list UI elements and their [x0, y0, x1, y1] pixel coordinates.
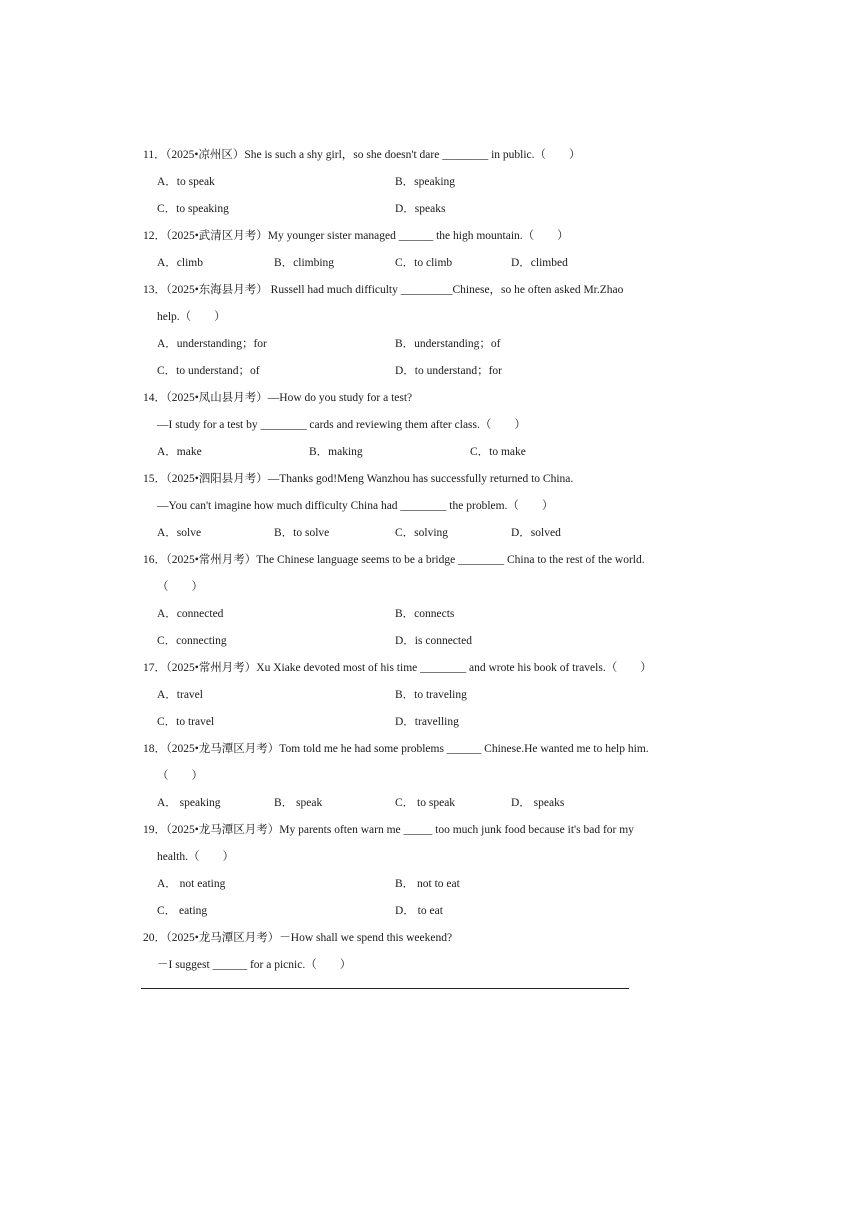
question-14-option-c: C．to make [470, 446, 526, 458]
question-13-option-a: A．understanding；for [157, 338, 267, 350]
question-20-stem: 20．（2025•龙马潭区月考）－How shall we spend this weekend? [143, 932, 453, 944]
question-12-option-b: B．climbing [274, 257, 335, 269]
question-12-option-d: D．climbed [511, 257, 568, 269]
question-11-option-a: A．to speak [157, 176, 215, 188]
question-18-option-c: C． to speak [395, 797, 456, 809]
question-18-option-b: B． speak [274, 797, 323, 809]
question-11-stem: 11．（2025•凉州区）She is such a shy girl，so she doesn't dare ________ in public.（ ） [143, 149, 581, 161]
question-17-option-b: B．to traveling [395, 689, 467, 701]
question-13-stem: 13．（2025•东海县月考） Russell had much difficulty _________Chinese，so he often asked Mr.Zhao [143, 284, 624, 296]
question-16-stem: 16．（2025•常州月考）The Chinese language seems to be a bridge ________ China to the rest of the world. [143, 554, 645, 566]
question-14-stem: 14．（2025•凤山县月考）—How do you study for a test? [143, 392, 413, 404]
question-18-stem-continued: （ ） [157, 770, 203, 782]
question-15-option-a: A．solve [157, 527, 202, 539]
question-11-option-c: C．to speaking [157, 203, 229, 215]
question-15-option-c: C．solving [395, 527, 449, 539]
question-16-option-b: B．connects [395, 608, 455, 620]
question-17-option-a: A．travel [157, 689, 203, 701]
question-16-option-c: C．connecting [157, 635, 227, 647]
question-15-option-b: B．to solve [274, 527, 330, 539]
question-19-option-c: C． eating [157, 905, 208, 917]
question-19-option-d: D． to eat [395, 905, 443, 917]
question-15-stem: 15．（2025•泗阳县月考）—Thanks god!Meng Wanzhou has successfully returned to China. [143, 473, 574, 485]
question-16-option-a: A．connected [157, 608, 224, 620]
question-16-option-d: D．is connected [395, 635, 472, 647]
question-12-stem: 12．（2025•武清区月考）My younger sister managed ______ the high mountain.（ ） [143, 230, 569, 242]
question-13-stem-continued: help.（ ） [157, 311, 226, 323]
question-18-option-a: A． speaking [157, 797, 221, 809]
question-19-stem-continued: health.（ ） [157, 851, 234, 863]
question-17-stem: 17．（2025•常州月考）Xu Xiake devoted most of his time ________ and wrote his book of travels.（ ） [143, 662, 652, 674]
question-17-option-c: C．to travel [157, 716, 215, 728]
question-12-option-a: A．climb [157, 257, 203, 269]
question-15-stem-continued: —You can't imagine how much difficulty China had ________ the problem.（ ） [157, 500, 554, 512]
question-11-option-b: B．speaking [395, 176, 456, 188]
question-19-option-b: B． not to eat [395, 878, 460, 890]
question-14-stem-continued: —I study for a test by ________ cards and reviewing them after class.（ ） [157, 419, 526, 431]
question-13-option-d: D．to understand；for [395, 365, 502, 377]
question-14-option-b: B．making [309, 446, 363, 458]
page-bottom-divider [141, 988, 629, 989]
question-20-stem-continued: －I suggest ______ for a picnic.（ ） [157, 959, 352, 971]
question-15-option-d: D．solved [511, 527, 561, 539]
question-19-option-a: A． not eating [157, 878, 226, 890]
question-14-option-a: A．make [157, 446, 202, 458]
question-16-stem-continued: （ ） [157, 581, 203, 593]
question-18-option-d: D． speaks [511, 797, 565, 809]
question-12-option-c: C．to climb [395, 257, 453, 269]
question-18-stem: 18．（2025•龙马潭区月考）Tom told me he had some problems ______ Chinese.He wanted me to help him. [143, 743, 649, 755]
question-19-stem: 19．（2025•龙马潭区月考）My parents often warn me _____ too much junk food because it's bad for my [143, 824, 634, 836]
question-13-option-b: B．understanding；of [395, 338, 501, 350]
question-17-option-d: D．travelling [395, 716, 459, 728]
question-13-option-c: C．to understand；of [157, 365, 260, 377]
question-11-option-d: D．speaks [395, 203, 446, 215]
